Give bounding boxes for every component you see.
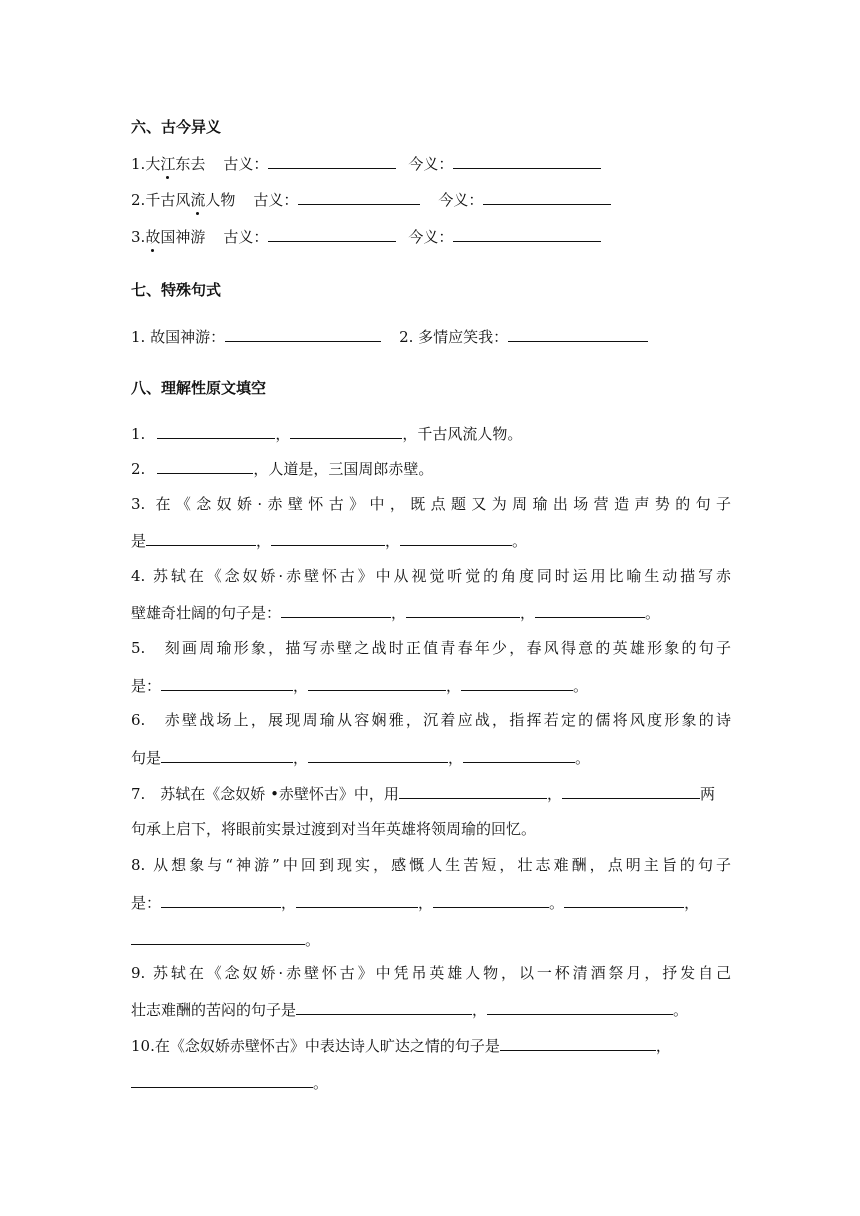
section-six-heading: 六、古今异义 — [131, 118, 222, 136]
answer-blank[interactable] — [290, 422, 402, 439]
s8-q8-line3: 。 — [131, 928, 320, 951]
s8-q6-line2: 句是 ， ， 。 — [131, 746, 590, 769]
section-seven-heading: 七、特殊句式 — [131, 281, 222, 299]
s8-q1: 1. ， ，千古风流人物。 — [131, 422, 522, 445]
answer-blank[interactable] — [131, 1071, 313, 1088]
answer-blank[interactable] — [453, 152, 601, 169]
s7-items: 1. 故国神游： 2. 多情应笑我： — [131, 325, 648, 348]
s6-item-2: 2.千古风流人物 古义： 今义： — [131, 188, 611, 211]
s8-q8-line2: 是： ， ， 。 ， — [131, 891, 699, 914]
answer-blank[interactable] — [453, 225, 601, 242]
answer-blank[interactable] — [161, 891, 281, 908]
answer-blank[interactable] — [161, 746, 293, 763]
s8-q5-line1: 5. 刻画周瑜形象，描写赤壁之战时正值青春年少，春风得意的英雄形象的句子 — [131, 639, 731, 657]
answer-blank[interactable] — [225, 325, 381, 342]
answer-blank[interactable] — [487, 998, 673, 1015]
answer-blank[interactable] — [271, 529, 385, 546]
s8-q8-line1: 8. 从想象与“神游”中回到现实，感慨人生苦短，壮志难酬，点明主旨的句子 — [131, 856, 731, 874]
s6-item-3: 3.故国神游 古义： 今义： — [131, 225, 601, 248]
s8-q9-line1: 9. 苏轼在《念奴娇·赤壁怀古》中凭吊英雄人物，以一杯清酒祭月，抒发自己 — [131, 964, 731, 982]
answer-blank[interactable] — [308, 746, 448, 763]
answer-blank[interactable] — [508, 325, 648, 342]
answer-blank[interactable] — [535, 601, 645, 618]
s8-q10-line1: 10.在《念奴娇赤壁怀古》中表达诗人旷达之情的句子是 ， — [131, 1034, 671, 1057]
emphasis-dot-char: 流 — [190, 191, 206, 209]
s8-q7-line2: 句承上启下，将眼前实景过渡到对当年英雄将领周瑜的回忆。 — [131, 820, 537, 838]
answer-blank[interactable] — [146, 529, 256, 546]
s8-q4-line1: 4. 苏轼在《念奴娇·赤壁怀古》中从视觉听觉的角度同时运用比喻生动描写赤 — [131, 567, 731, 585]
answer-blank[interactable] — [433, 891, 549, 908]
answer-blank[interactable] — [564, 891, 684, 908]
answer-blank[interactable] — [268, 225, 396, 242]
s8-q2: 2. ，人道是，三国周郎赤壁。 — [131, 457, 433, 480]
answer-blank[interactable] — [308, 674, 446, 691]
emphasis-dot-char: 故 — [145, 228, 161, 246]
answer-blank[interactable] — [281, 601, 391, 618]
answer-blank[interactable] — [296, 998, 472, 1015]
s8-q5-line2: 是： ， ， 。 — [131, 674, 588, 697]
answer-blank[interactable] — [406, 601, 520, 618]
answer-blank[interactable] — [296, 891, 418, 908]
answer-blank[interactable] — [157, 422, 275, 439]
answer-blank[interactable] — [562, 782, 700, 799]
s8-q9-line2: 壮志难酬的苦闷的句子是 ， 。 — [131, 998, 688, 1021]
answer-blank[interactable] — [157, 457, 253, 474]
s8-q10-line2: 。 — [131, 1071, 328, 1094]
s8-q6-line1: 6. 赤壁战场上，展现周瑜从容娴雅，沉着应战，指挥若定的儒将风度形象的诗 — [131, 711, 731, 729]
s8-q3-line2: 是 ， ， 。 — [131, 529, 527, 552]
s8-q4-line2: 壁雄奇壮阔的句子是： ， ， 。 — [131, 601, 660, 624]
answer-blank[interactable] — [298, 188, 420, 205]
answer-blank[interactable] — [268, 152, 396, 169]
section-eight-heading: 八、理解性原文填空 — [131, 379, 267, 397]
s6-item-1: 1.大江东去 古义： 今义： — [131, 152, 601, 175]
answer-blank[interactable] — [161, 674, 293, 691]
answer-blank[interactable] — [400, 529, 512, 546]
answer-blank[interactable] — [131, 928, 305, 945]
s8-q3-line1: 3. 在《念奴娇·赤壁怀古》中，既点题又为周瑜出场营造声势的句子 — [131, 495, 731, 513]
answer-blank[interactable] — [461, 674, 573, 691]
s8-q7-line1: 7. 苏轼在《念奴娇 •赤壁怀古》中，用 ， 两 — [131, 782, 715, 805]
answer-blank[interactable] — [463, 746, 575, 763]
answer-blank[interactable] — [483, 188, 611, 205]
emphasis-dot-char: 江 — [160, 155, 176, 173]
answer-blank[interactable] — [399, 782, 547, 799]
answer-blank[interactable] — [500, 1034, 656, 1051]
